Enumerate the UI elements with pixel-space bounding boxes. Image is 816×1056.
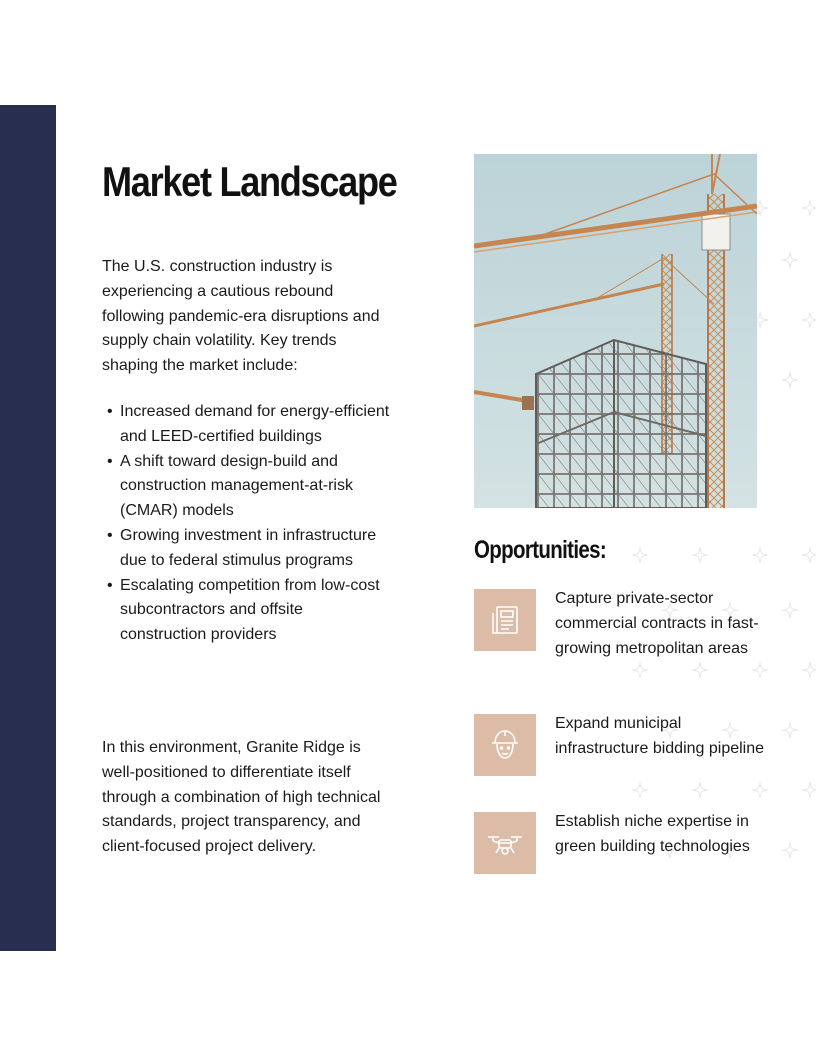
list-item: • Growing investment in infrastructure due to federal stimulus programs [102,524,392,574]
intro-paragraph: The U.S. construction industry is experiencing a cautious rebound following pandemic-era disruptions and supply chain volatility. Key trends shaping the market include: [102,258,380,375]
opportunities-heading: Opportunities: [474,536,607,564]
drone-icon [474,812,536,874]
list-item: • Increased demand for energy-efficient and LEED-certified buildings [102,400,392,450]
list-item: • Escalating competition from low-cost subcontractors and offsite construction providers [102,574,392,648]
trends-list [102,400,392,648]
opportunity-text: Establish niche expertise in green building technologies [555,813,750,855]
sidebar-accent-bar [0,105,56,951]
opportunity-text: Capture private-sector commercial contracts in fast-growing metropolitan areas [555,590,759,657]
page-title: Market Landscape [102,158,397,205]
document-icon [474,589,536,651]
hard-hat-worker-icon [474,714,536,776]
construction-cranes-photo [474,154,757,508]
closing-paragraph: In this environment, Granite Ridge is well-positioned to differentiate itself through a combination of high technical standards, project transparency, and client-focused project delivery. [102,739,381,856]
list-item: • A shift toward design-build and construction management-at-risk (CMAR) models [102,450,392,524]
opportunity-text: Expand municipal infrastructure bidding pipeline [555,715,765,757]
